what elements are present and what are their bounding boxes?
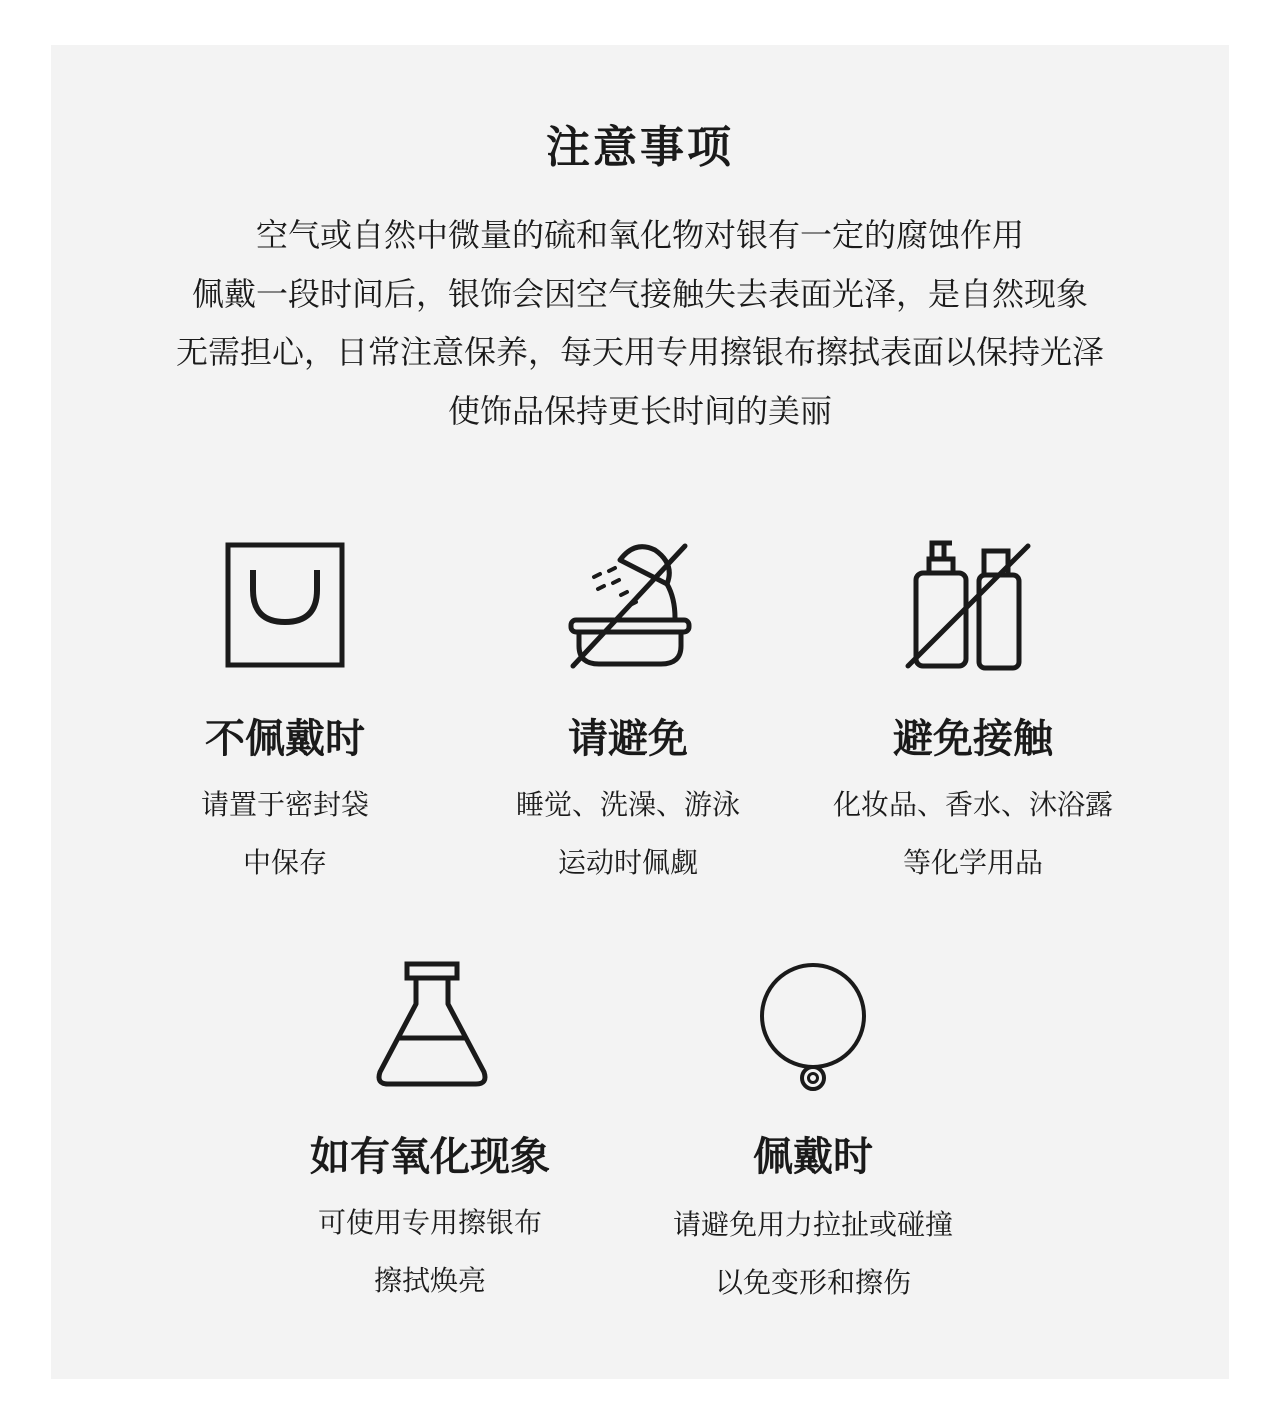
intro-line: 佩戴一段时间后，银饰会因空气接触失去表面光泽，是自然现象 — [191, 274, 1088, 313]
item-title-contact: 避免接触 — [893, 716, 1053, 762]
shopping-bag-icon — [222, 540, 348, 670]
item-desc-line: 请置于密封袋 — [200, 788, 369, 821]
item-desc-line: 睡觉、洗澡、游泳 — [515, 788, 740, 821]
pendant-icon — [757, 960, 869, 1092]
item-desc-storage — [135, 776, 435, 892]
item-desc-line: 运动时佩觑 — [557, 846, 698, 879]
no-bathing-icon — [563, 538, 697, 672]
intro-line: 使饰品保持更长时间的美丽 — [447, 391, 832, 430]
item-title-oxidation: 如有氧化现象 — [310, 1134, 550, 1180]
item-title-storage: 不佩戴时 — [205, 716, 365, 762]
item-desc-line: 可使用专用擦银布 — [317, 1206, 542, 1239]
item-desc-avoid — [478, 776, 778, 892]
page-title: 注意事项 — [546, 122, 734, 173]
intro-line: 空气或自然中微量的硫和氧化物对银有一定的腐蚀作用 — [255, 216, 1024, 254]
intro-line: 无需担心，日常注意保养，每天用专用擦银布擦拭表面以保持光泽 — [175, 333, 1104, 371]
item-desc-line: 擦拭焕亮 — [373, 1264, 486, 1297]
no-cosmetics-icon — [902, 538, 1036, 672]
item-desc-wearing — [643, 1196, 983, 1312]
item-desc-line: 等化学用品 — [902, 846, 1043, 879]
item-title-avoid: 请避免 — [568, 716, 688, 762]
item-desc-contact — [803, 776, 1143, 892]
item-desc-line: 中保存 — [242, 846, 327, 879]
item-title-wearing: 佩戴时 — [753, 1134, 873, 1180]
item-desc-oxidation — [270, 1194, 590, 1310]
flask-icon — [372, 960, 492, 1090]
item-desc-line: 请避免用力拉扯或碰撞 — [672, 1208, 953, 1241]
intro-text — [0, 206, 1280, 440]
item-desc-line: 以免变形和擦伤 — [714, 1266, 911, 1299]
item-desc-line: 化妆品、香水、沐浴露 — [832, 788, 1113, 821]
